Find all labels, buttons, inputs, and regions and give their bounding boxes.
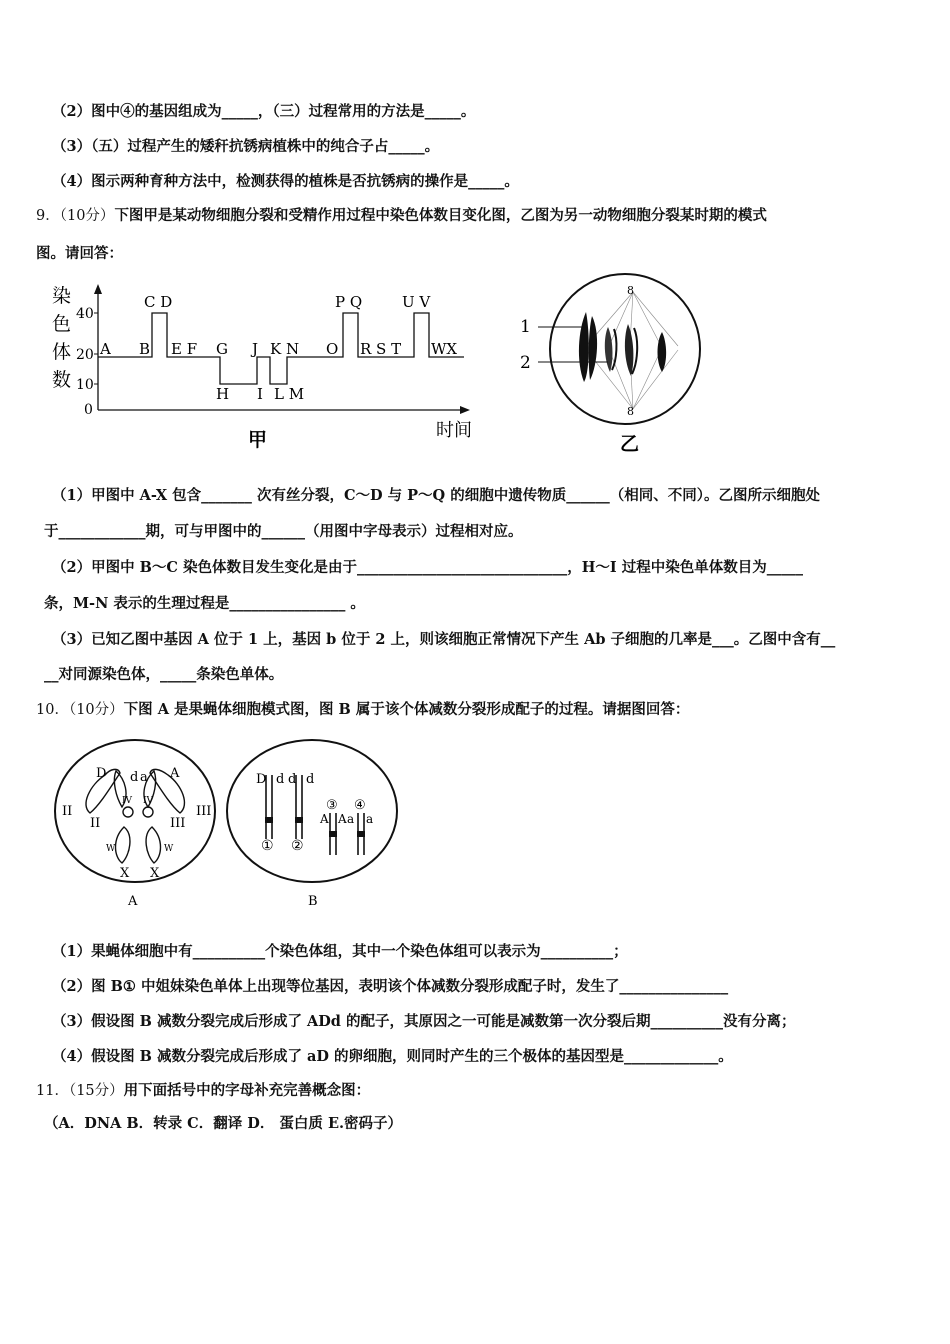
allele-label: a: [366, 812, 374, 826]
figure-jia-chart: [44, 280, 484, 460]
chrom-label: X: [120, 866, 130, 881]
chromosome: [605, 327, 613, 372]
figure-caption: B: [308, 894, 318, 909]
q9-part3-line1: （3）已知乙图中基因 A 位于 1 上，基因 b 位于 2 上，则该细胞正常情况下产生 Ab 子细胞的几率是___。乙图中含有__: [52, 631, 836, 648]
ytick-label: 40: [76, 306, 94, 322]
gene-label: d: [288, 772, 297, 787]
cell-b-outline: [227, 740, 397, 882]
point-label: C D: [144, 293, 173, 311]
q8-part2: （2）图中④的基因组成为_____，（三）过程常用的方法是_____。: [52, 103, 476, 120]
chrom-label: II: [90, 816, 101, 831]
ylabel-char: 体: [52, 341, 72, 363]
q9-part1-line2: 于____________期，可与甲图中的______（用图中字母表示）过程相对应。: [44, 523, 523, 540]
q10-part3: （3）假设图 B 减数分裂完成后形成了 ADd 的配子，其原因之一可能是减数第一次分裂后期__________没有分离；: [52, 1013, 796, 1030]
q10-stem-line: [36, 700, 910, 720]
chromosome: [658, 332, 667, 372]
point-label: H: [216, 385, 230, 403]
q8-part3: （3）（五）过程产生的矮秆抗锈病植株中的纯合子占_____。: [52, 138, 440, 155]
figure-ab-cells: [50, 735, 420, 915]
q10-part4: （4）假设图 B 减数分裂完成后形成了 aD 的卵细胞，则同时产生的三个极体的基因型是_____________。: [52, 1048, 733, 1065]
centromere: [295, 817, 303, 823]
allele-label: A: [338, 812, 347, 826]
x-axis-arrow: [460, 406, 470, 414]
q8-part4: （4）图示两种育种方法中，检测获得的植株是否抗锈病的操作是_____。: [52, 173, 519, 190]
chromosome: [143, 807, 153, 817]
chrom-label: III: [170, 816, 186, 831]
q9-part1-line1: （1）甲图中 A-X 包含_______ 次有丝分裂，C～D 与 P～Q 的细胞中遗传物质______（相同、不同）。乙图所示细胞处: [52, 487, 820, 504]
chromosome: [589, 316, 597, 380]
point-label: I: [257, 385, 263, 403]
ytick-label: 0: [84, 402, 93, 418]
q10-stem: 下图 A 是果蝇体细胞模式图，图 B 属于该个体减数分裂形成配子的过程。请据图回答：: [123, 701, 690, 718]
gene-label: d: [306, 772, 315, 787]
q11-stem: 用下面括号中的字母补充完善概念图：: [123, 1082, 371, 1099]
x-axis-label: 时间: [436, 420, 472, 441]
q10-part2: （2）图 B① 中姐妹染色单体上出现等位基因，表明该个体减数分裂形成配子时，发生了_______________: [52, 978, 729, 995]
ytick-label: 20: [76, 347, 94, 363]
chrom-label: ②: [291, 838, 304, 854]
chromosome: [123, 807, 133, 817]
gene-label: A: [170, 766, 180, 781]
q9-stem: 下图甲是某动物细胞分裂和受精作用过程中染色体数目变化图，乙图为另一动物细胞分裂某时期的模式: [114, 207, 767, 224]
chrom-label: W: [106, 844, 116, 854]
point-label: J: [252, 340, 259, 358]
q9-stem-line1: [36, 206, 910, 226]
q10-number: 10．（10分）: [36, 702, 124, 718]
q11-stem-line: [36, 1081, 910, 1101]
centriole: 8: [627, 405, 634, 418]
q11-options: （A．DNA B．转录 C．翻译 D． 蛋白质 E.密码子）: [44, 1115, 403, 1132]
q9-stem-line2: 图。请回答：: [36, 245, 123, 262]
chrom-label: X: [150, 866, 160, 881]
chrom-label: IV: [143, 796, 154, 806]
chrom-label: ③: [326, 798, 338, 813]
point-label: O: [326, 340, 339, 358]
centriole: 8: [627, 284, 634, 297]
gene-label: D: [256, 772, 267, 787]
centromere: [329, 831, 337, 837]
ytick-label: 10: [76, 377, 94, 393]
centromere: [265, 817, 273, 823]
point-label: P Q: [335, 293, 363, 311]
figure-caption: 甲: [248, 429, 268, 451]
chromosome: [146, 827, 160, 863]
point-label: U V: [402, 293, 431, 311]
q11-number: 11．（15分）: [36, 1083, 124, 1099]
chrom-label: ①: [261, 838, 274, 854]
point-label: A: [100, 340, 111, 358]
chromosome: [625, 324, 634, 376]
point-label: R S T: [360, 340, 402, 358]
y-axis-arrow: [94, 284, 102, 294]
pointer-label: 2: [520, 353, 531, 373]
chrom-label: III: [196, 804, 212, 819]
ylabel-char: 数: [52, 369, 72, 391]
figure-caption: A: [128, 894, 138, 909]
chrom-label: W: [164, 844, 174, 854]
point-label: E F: [171, 340, 198, 358]
chrom-label: II: [62, 804, 73, 819]
gene-label: D: [96, 766, 107, 781]
point-label: WX: [431, 340, 458, 358]
gene-label: d: [130, 770, 139, 785]
ylabel-char: 染: [52, 285, 72, 307]
chromosome: [116, 827, 130, 863]
chrom-label: IV: [122, 796, 133, 806]
gene-label: d: [276, 772, 285, 787]
ylabel-char: 色: [52, 313, 72, 335]
point-label: B: [139, 340, 151, 358]
gene-label: a: [140, 770, 148, 785]
chrom-label: ④: [354, 798, 366, 813]
point-label: G: [216, 340, 228, 358]
q10-part1: （1）果蝇体细胞中有__________个染色体组，其中一个染色体组可以表示为__________；: [52, 943, 628, 960]
q9-number: 9．（10分）: [36, 208, 115, 224]
point-label: L M: [274, 385, 305, 403]
centromere: [357, 831, 365, 837]
pointer-label: 1: [520, 317, 531, 337]
allele-label: A: [320, 812, 329, 826]
chromosome: [579, 312, 589, 382]
q9-part2-line1: （2）甲图中 B～C 染色体数目发生变化是由于_____________________________，H～I 过程中染色单体数目为_____: [52, 559, 804, 576]
point-label: K N: [270, 340, 300, 358]
q9-part2-line2: 条，M-N 表示的生理过程是________________ 。: [44, 595, 365, 612]
allele-label: a: [347, 812, 355, 826]
q9-part3-line2: __对同源染色体，_____条染色单体。: [44, 666, 284, 683]
cell-a-outline: [55, 740, 215, 882]
figure-caption: 乙: [620, 433, 640, 455]
figure-yi-cell: [510, 272, 710, 457]
